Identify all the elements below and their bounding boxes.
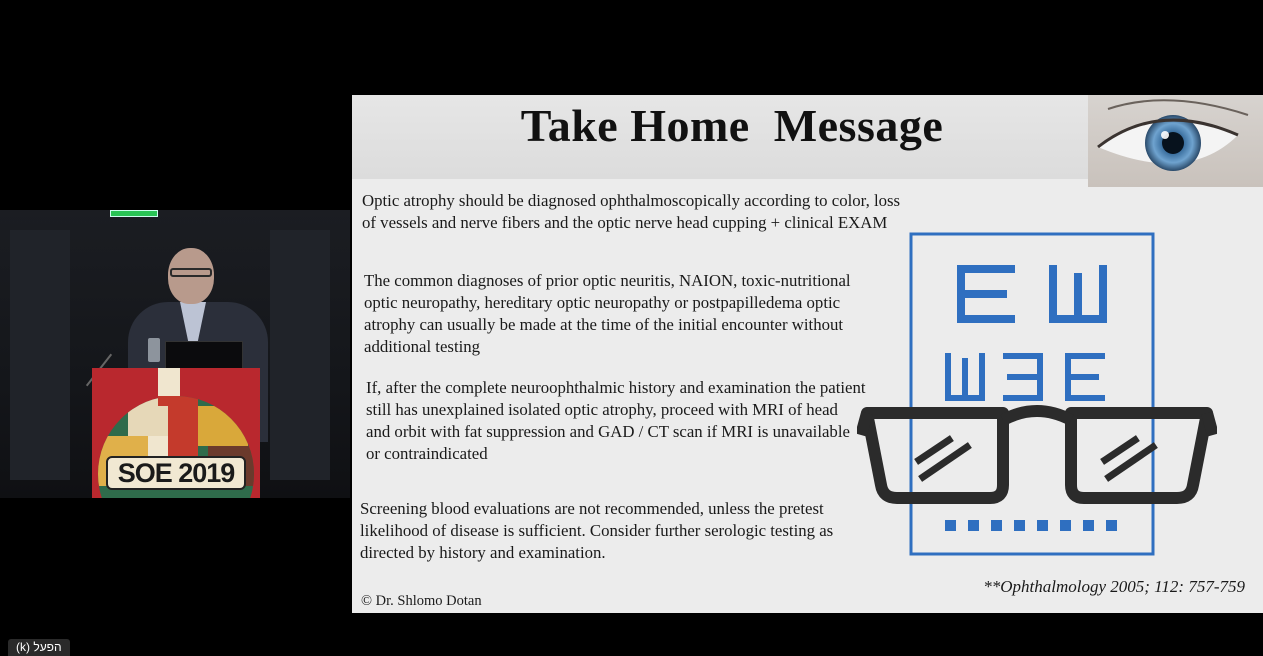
exit-sign (110, 210, 158, 217)
eye-chart-glasses-icon (857, 230, 1217, 560)
speaker-glasses (170, 268, 212, 277)
slide-paragraph: If, after the complete neuroophthalmic history and examination the patient still has unexplained isolated optic atrophy, proceed with MRI of head and orbit with fat suppression and GAD / CT scan if MRI is unavailable or contraindicated (366, 378, 866, 463)
wall-panel (270, 230, 330, 480)
laptop (165, 341, 243, 369)
slide-header (352, 95, 1263, 179)
podium-logo-text: SOE 2019 (106, 456, 246, 490)
slide-title: Take Home Message (520, 100, 944, 151)
wall-panel (10, 230, 70, 480)
slide-paragraph: Optic atrophy should be diagnosed ophthalmoscopically according to color, loss of vessels and nerve fibers and the optic nerve head cupping + clinical EXAM (362, 191, 901, 232)
slide-paragraph: The common diagnoses of prior optic neuritis, NAION, toxic-nutritional optic neuropathy, hereditary optic neuropathy or postpapilledema optic atrophy can usually be made at the time of the initial encounter without additional testing (364, 271, 851, 356)
copyright: © Dr. Shlomo Dotan (361, 593, 482, 609)
slide-paragraph: Screening blood evaluations are not recommended, unless the pretest likelihood of disease is sufficient. Consider further serologic testing as directed by history and examination. (360, 499, 834, 562)
podium (92, 368, 260, 498)
water-glass (148, 338, 160, 362)
presentation-slide (352, 95, 1263, 613)
speaker-video (0, 210, 350, 498)
play-shortcut-label[interactable]: הפעל (k) (8, 639, 70, 656)
citation: **Ophthalmology 2005; 112: 757-759 (983, 577, 1245, 596)
eye-icon (1088, 95, 1263, 187)
